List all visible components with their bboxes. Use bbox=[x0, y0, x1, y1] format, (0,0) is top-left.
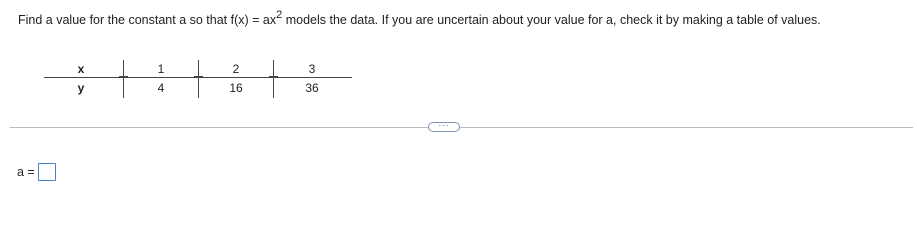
row-header-x: x bbox=[77, 62, 85, 76]
table-cell-x: 3 bbox=[308, 62, 316, 76]
exponent: 2 bbox=[276, 8, 283, 21]
answer-label: a = bbox=[17, 165, 35, 179]
table-tick bbox=[194, 76, 203, 77]
answer-row bbox=[17, 161, 56, 183]
expand-more-button[interactable]: ··· bbox=[428, 122, 460, 132]
table-column-divider bbox=[123, 60, 124, 98]
table-tick bbox=[269, 76, 278, 77]
table-cell-x: 1 bbox=[157, 62, 165, 76]
table-tick bbox=[119, 76, 128, 77]
data-table bbox=[44, 60, 352, 100]
row-header-y: y bbox=[77, 81, 85, 95]
answer-input[interactable] bbox=[38, 163, 56, 181]
table-cell-y: 36 bbox=[305, 81, 319, 95]
question-text-part-2: models the data. If you are uncertain about your value for a, check it by making a table of values. bbox=[282, 13, 821, 27]
table-cell-x: 2 bbox=[232, 62, 240, 76]
question-text bbox=[18, 8, 903, 29]
table-column-divider bbox=[198, 60, 199, 98]
table-column-divider bbox=[273, 60, 274, 98]
table-cell-y: 4 bbox=[157, 81, 165, 95]
table-cell-y: 16 bbox=[229, 81, 243, 95]
section-divider bbox=[10, 127, 913, 128]
question-text-part-1: Find a value for the constant a so that f(x) = ax bbox=[18, 13, 277, 27]
